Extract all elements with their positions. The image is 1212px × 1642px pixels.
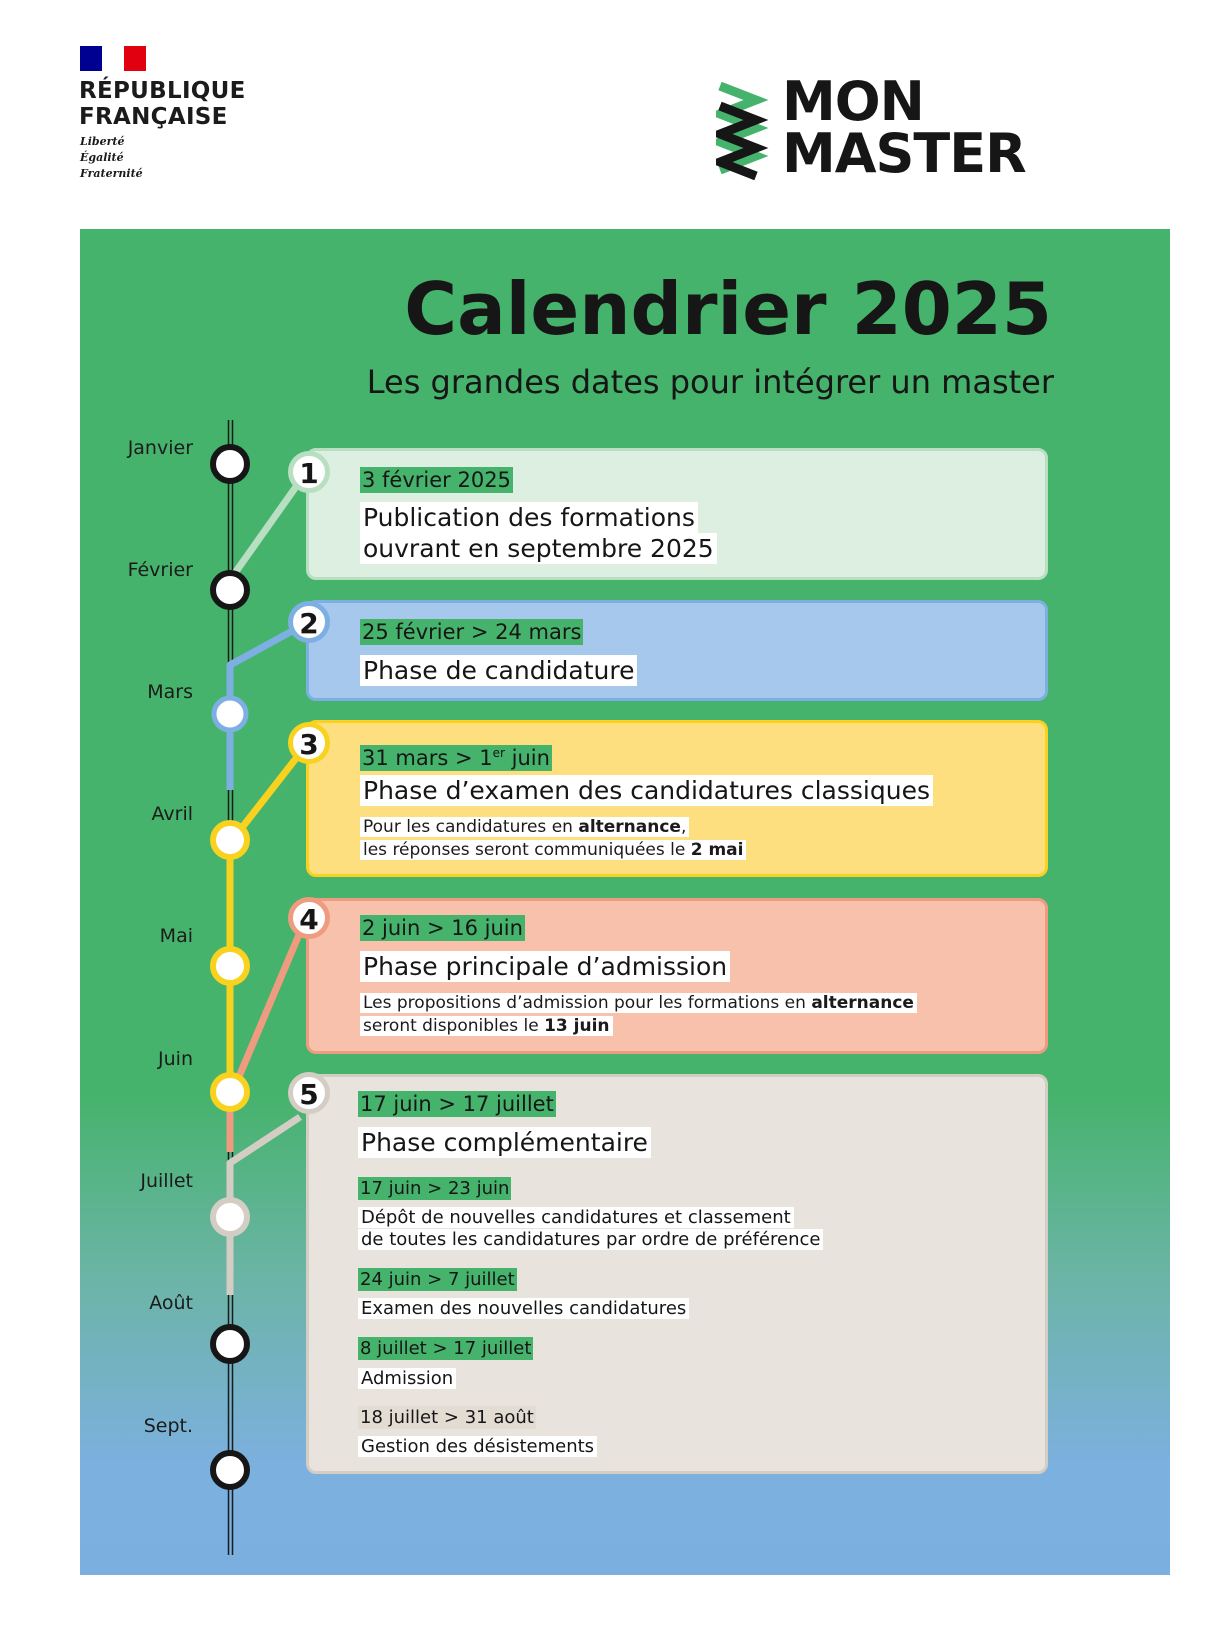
month-aout: Août bbox=[149, 1292, 193, 1314]
month-mai: Mai bbox=[159, 925, 193, 947]
step-3-note1-text: Pour les candidatures en bbox=[363, 817, 579, 837]
month-fevrier: Février bbox=[127, 559, 193, 581]
step-5-sub-3-line1: Admission bbox=[358, 1368, 456, 1389]
step-4-note1-text: Les propositions d’admission pour les formations en bbox=[363, 993, 812, 1013]
step-4-note1-bold: alternance bbox=[811, 993, 914, 1013]
step-1-date: 3 février 2025 bbox=[362, 468, 511, 492]
step-2-date: 25 février > 24 mars bbox=[362, 620, 582, 644]
step-4-badge: 4 bbox=[288, 897, 330, 939]
motto-egalite: Égalité bbox=[80, 151, 124, 164]
step-4-date: 2 juin > 16 juin bbox=[362, 916, 523, 940]
step-3-date-suffix: juin bbox=[504, 746, 550, 770]
step-2-badge: 2 bbox=[288, 601, 330, 643]
step-3-note2-text: les réponses seront communiquées le bbox=[363, 840, 691, 860]
step-2-title: Phase de candidature bbox=[360, 655, 637, 686]
step-4-title: Phase principale d’admission bbox=[360, 951, 730, 982]
logo-mon: MON bbox=[782, 70, 924, 133]
republique-line1: RÉPUBLIQUE bbox=[79, 78, 246, 104]
month-janvier: Janvier bbox=[127, 437, 193, 459]
step-3-title: Phase d’examen des candidatures classiques bbox=[360, 775, 933, 806]
step-3-date bbox=[360, 745, 552, 771]
step-5-title: Phase complémentaire bbox=[358, 1127, 651, 1158]
month-juin: Juin bbox=[158, 1048, 193, 1070]
step-1-title-line2: ouvrant en septembre 2025 bbox=[360, 533, 717, 564]
step-5-sub-2-line1: Examen des nouvelles candidatures bbox=[358, 1298, 689, 1319]
step-3-note1-comma: , bbox=[680, 817, 687, 837]
step-3-note1-bold: alternance bbox=[578, 817, 681, 837]
step-5-sub-2-date: 24 juin > 7 juillet bbox=[360, 1269, 515, 1290]
step-3-badge: 3 bbox=[288, 722, 330, 764]
step-4-note2-text: seront disponibles le bbox=[363, 1016, 545, 1036]
step-3-note-line2 bbox=[360, 840, 746, 860]
republique-line2: FRANÇAISE bbox=[79, 104, 228, 130]
motto-fraternite: Fraternité bbox=[80, 167, 143, 180]
step-4-note-line2 bbox=[360, 1016, 613, 1036]
month-sept: Sept. bbox=[143, 1415, 193, 1437]
month-avril: Avril bbox=[151, 803, 193, 825]
step-5-sub-1-line1: Dépôt de nouvelles candidatures et classement bbox=[358, 1207, 794, 1228]
month-mars: Mars bbox=[147, 681, 193, 703]
month-juillet: Juillet bbox=[140, 1170, 193, 1192]
page-subtitle: Les grandes dates pour intégrer un master bbox=[366, 363, 1054, 401]
step-4-note2-bold: 13 juin bbox=[544, 1016, 610, 1036]
step-5-sub-1-date: 17 juin > 23 juin bbox=[360, 1178, 510, 1199]
step-3-note-line1 bbox=[360, 817, 689, 837]
step-1-title-line1: Publication des formations bbox=[360, 502, 698, 533]
step-1-badge: 1 bbox=[288, 451, 330, 493]
step-5-sub-4-date: 18 juillet > 31 août bbox=[360, 1407, 534, 1428]
step-5-badge: 5 bbox=[288, 1072, 330, 1114]
logo-master: MASTER bbox=[782, 122, 1026, 185]
step-5-sub-1-line2: de toutes les candidatures par ordre de préférence bbox=[358, 1229, 823, 1250]
step-3-date-sup: er bbox=[492, 746, 505, 760]
step-3-note2-bold: 2 mai bbox=[690, 840, 744, 860]
motto-liberte: Liberté bbox=[80, 135, 125, 148]
step-5-sub-4-line1: Gestion des désistements bbox=[358, 1436, 597, 1457]
step-5-date: 17 juin > 17 juillet bbox=[360, 1092, 554, 1116]
step-4-note-line1 bbox=[360, 993, 917, 1013]
step-3-date-prefix: 31 mars > 1 bbox=[362, 746, 493, 770]
page-title: Calendrier 2025 bbox=[404, 267, 1052, 351]
step-5-sub-3-date: 8 juillet > 17 juillet bbox=[360, 1338, 532, 1359]
